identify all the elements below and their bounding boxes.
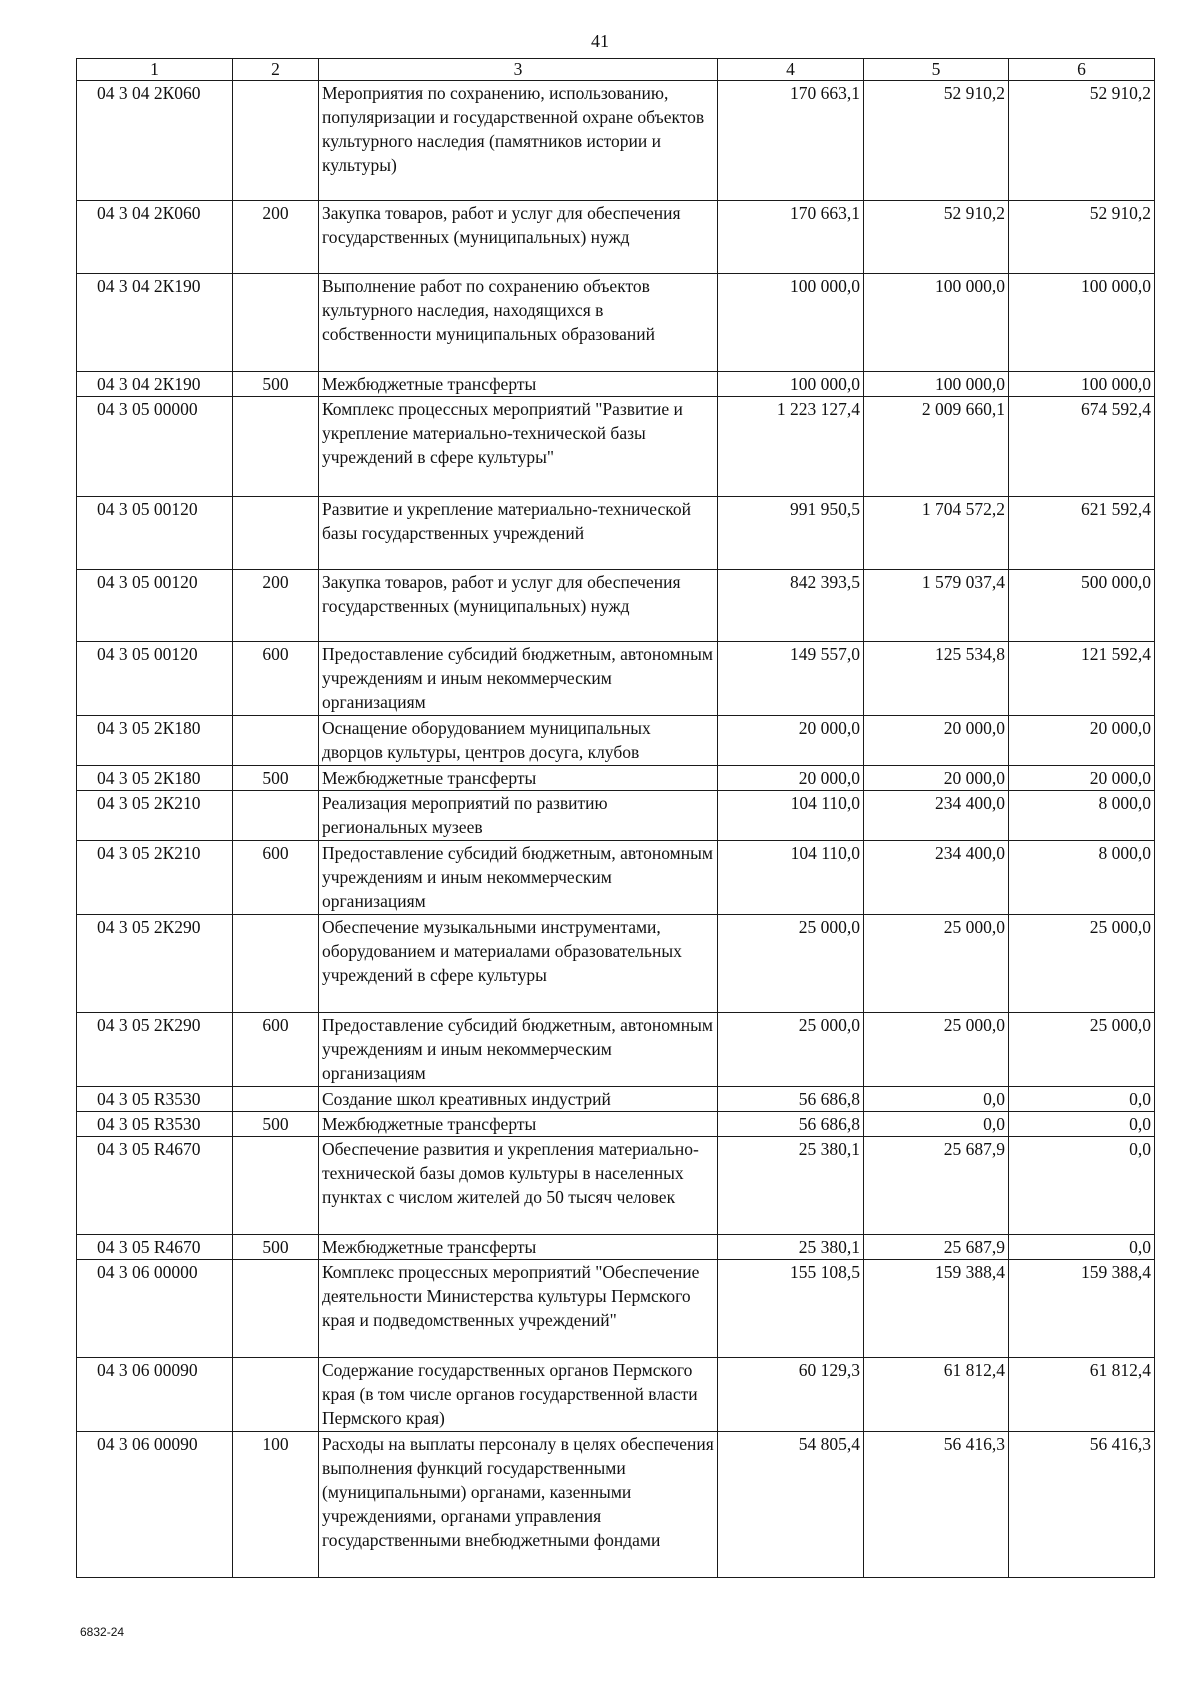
amount-cell: 149 557,0 xyxy=(718,642,864,716)
amount-cell: 100 000,0 xyxy=(864,372,1009,397)
table-row xyxy=(77,372,1155,397)
expense-type-cell xyxy=(233,1137,319,1235)
amount-cell: 621 592,4 xyxy=(1009,497,1155,570)
amount-cell: 54 805,4 xyxy=(718,1432,864,1578)
amount-cell: 8 000,0 xyxy=(1009,841,1155,915)
description-cell: Закупка товаров, работ и услуг для обеспечения государственных (муниципальных) нужд xyxy=(319,201,718,274)
amount-cell: 100 000,0 xyxy=(864,274,1009,372)
expense-type-cell: 500 xyxy=(233,1112,319,1137)
description-cell: Обеспечение музыкальными инструментами, оборудованием и материалами образовательных учреждений в сфере культуры xyxy=(319,915,718,1013)
amount-cell: 0,0 xyxy=(864,1112,1009,1137)
amount-cell: 100 000,0 xyxy=(1009,274,1155,372)
amount-cell: 0,0 xyxy=(1009,1112,1155,1137)
amount-cell: 20 000,0 xyxy=(864,716,1009,766)
table-row xyxy=(77,1235,1155,1260)
amount-cell: 25 000,0 xyxy=(864,915,1009,1013)
amount-cell: 155 108,5 xyxy=(718,1260,864,1358)
amount-cell: 100 000,0 xyxy=(718,372,864,397)
amount-cell: 20 000,0 xyxy=(718,716,864,766)
code-cell: 04 3 05 R4670 xyxy=(77,1235,233,1260)
amount-cell: 25 687,9 xyxy=(864,1137,1009,1235)
amount-cell: 25 000,0 xyxy=(718,915,864,1013)
expense-type-cell xyxy=(233,716,319,766)
description-cell: Межбюджетные трансферты xyxy=(319,1112,718,1137)
description-cell: Комплекс процессных мероприятий "Обеспечение деятельности Министерства культуры Пермского края и подведомственных учреждений" xyxy=(319,1260,718,1358)
expense-type-cell: 500 xyxy=(233,766,319,791)
expense-type-cell: 600 xyxy=(233,841,319,915)
amount-cell: 991 950,5 xyxy=(718,497,864,570)
expense-type-cell: 500 xyxy=(233,372,319,397)
table-row xyxy=(77,915,1155,1013)
description-cell: Предоставление субсидий бюджетным, автономным учреждениям и иным некоммерческим организациям xyxy=(319,642,718,716)
description-cell: Комплекс процессных мероприятий "Развитие и укрепление материально-технической базы учреждений в сфере культуры" xyxy=(319,397,718,497)
table-row xyxy=(77,1013,1155,1087)
expense-type-cell xyxy=(233,497,319,570)
expense-type-cell xyxy=(233,1087,319,1112)
code-cell: 04 3 06 00090 xyxy=(77,1358,233,1432)
expense-type-cell xyxy=(233,397,319,497)
amount-cell: 170 663,1 xyxy=(718,201,864,274)
code-cell: 04 3 04 2К060 xyxy=(77,201,233,274)
code-cell: 04 3 05 2К210 xyxy=(77,841,233,915)
amount-cell: 56 686,8 xyxy=(718,1087,864,1112)
description-cell: Предоставление субсидий бюджетным, автономным учреждениям и иным некоммерческим организациям xyxy=(319,841,718,915)
table-row xyxy=(77,766,1155,791)
expense-type-cell: 200 xyxy=(233,201,319,274)
amount-cell: 20 000,0 xyxy=(864,766,1009,791)
table-row xyxy=(77,791,1155,841)
table-row xyxy=(77,841,1155,915)
amount-cell: 842 393,5 xyxy=(718,570,864,642)
description-cell: Создание школ креативных индустрий xyxy=(319,1087,718,1112)
table-row xyxy=(77,1087,1155,1112)
amount-cell: 234 400,0 xyxy=(864,791,1009,841)
table-row xyxy=(77,201,1155,274)
code-cell: 04 3 05 00120 xyxy=(77,497,233,570)
amount-cell: 0,0 xyxy=(1009,1087,1155,1112)
document-code: 6832-24 xyxy=(80,1625,125,1639)
description-cell: Мероприятия по сохранению, использованию, популяризации и государственной охране объектов культурного наследия (памятников истории и культуры) xyxy=(319,81,718,201)
expense-type-cell xyxy=(233,81,319,201)
amount-cell: 0,0 xyxy=(864,1087,1009,1112)
table-row xyxy=(77,81,1155,201)
amount-cell: 52 910,2 xyxy=(864,201,1009,274)
amount-cell: 159 388,4 xyxy=(864,1260,1009,1358)
amount-cell: 61 812,4 xyxy=(864,1358,1009,1432)
amount-cell: 61 812,4 xyxy=(1009,1358,1155,1432)
amount-cell: 100 000,0 xyxy=(718,274,864,372)
amount-cell: 60 129,3 xyxy=(718,1358,864,1432)
code-cell: 04 3 05 2К210 xyxy=(77,791,233,841)
code-cell: 04 3 04 2К190 xyxy=(77,274,233,372)
description-cell: Закупка товаров, работ и услуг для обеспечения государственных (муниципальных) нужд xyxy=(319,570,718,642)
amount-cell: 234 400,0 xyxy=(864,841,1009,915)
table-row xyxy=(77,1260,1155,1358)
table-row xyxy=(77,570,1155,642)
amount-cell: 104 110,0 xyxy=(718,791,864,841)
code-cell: 04 3 05 00120 xyxy=(77,642,233,716)
description-cell: Содержание государственных органов Пермского края (в том числе органов государственной власти Пермского края) xyxy=(319,1358,718,1432)
code-cell: 04 3 04 2К060 xyxy=(77,81,233,201)
amount-cell: 121 592,4 xyxy=(1009,642,1155,716)
amount-cell: 25 000,0 xyxy=(1009,1013,1155,1087)
code-cell: 04 3 05 R3530 xyxy=(77,1087,233,1112)
expense-type-cell xyxy=(233,1260,319,1358)
amount-cell: 0,0 xyxy=(1009,1235,1155,1260)
table-row xyxy=(77,397,1155,497)
description-cell: Обеспечение развития и укрепления материально-технической базы домов культуры в населенных пунктах с числом жителей до 50 тысяч человек xyxy=(319,1137,718,1235)
amount-cell: 159 388,4 xyxy=(1009,1260,1155,1358)
description-cell: Межбюджетные трансферты xyxy=(319,1235,718,1260)
table-row xyxy=(77,497,1155,570)
code-cell: 04 3 05 00000 xyxy=(77,397,233,497)
column-header: 2 xyxy=(233,59,319,81)
budget-table xyxy=(76,58,1155,1578)
amount-cell: 25 000,0 xyxy=(718,1013,864,1087)
code-cell: 04 3 05 R4670 xyxy=(77,1137,233,1235)
amount-cell: 20 000,0 xyxy=(1009,716,1155,766)
description-cell: Расходы на выплаты персоналу в целях обеспечения выполнения функций государственными (муниципальными) органами, казенными учреждениями, органами управления государственными внебюджетными фондами xyxy=(319,1432,718,1578)
expense-type-cell xyxy=(233,274,319,372)
amount-cell: 56 416,3 xyxy=(1009,1432,1155,1578)
expense-type-cell: 200 xyxy=(233,570,319,642)
amount-cell: 20 000,0 xyxy=(1009,766,1155,791)
amount-cell: 52 910,2 xyxy=(1009,81,1155,201)
code-cell: 04 3 05 00120 xyxy=(77,570,233,642)
table-row xyxy=(77,274,1155,372)
amount-cell: 104 110,0 xyxy=(718,841,864,915)
page-number: 41 xyxy=(591,31,609,51)
description-cell: Выполнение работ по сохранению объектов культурного наследия, находящихся в собственности муниципальных образований xyxy=(319,274,718,372)
amount-cell: 1 579 037,4 xyxy=(864,570,1009,642)
amount-cell: 1 223 127,4 xyxy=(718,397,864,497)
expense-type-cell: 600 xyxy=(233,1013,319,1087)
column-header: 5 xyxy=(864,59,1009,81)
amount-cell: 52 910,2 xyxy=(1009,201,1155,274)
expense-type-cell xyxy=(233,1358,319,1432)
table-row xyxy=(77,716,1155,766)
amount-cell: 0,0 xyxy=(1009,1137,1155,1235)
description-cell: Межбюджетные трансферты xyxy=(319,766,718,791)
amount-cell: 500 000,0 xyxy=(1009,570,1155,642)
amount-cell: 56 686,8 xyxy=(718,1112,864,1137)
amount-cell: 56 416,3 xyxy=(864,1432,1009,1578)
code-cell: 04 3 04 2К190 xyxy=(77,372,233,397)
code-cell: 04 3 05 2К290 xyxy=(77,915,233,1013)
amount-cell: 25 000,0 xyxy=(864,1013,1009,1087)
code-cell: 04 3 06 00000 xyxy=(77,1260,233,1358)
table-row xyxy=(77,1358,1155,1432)
description-cell: Оснащение оборудованием муниципальных дворцов культуры, центров досуга, клубов xyxy=(319,716,718,766)
amount-cell: 1 704 572,2 xyxy=(864,497,1009,570)
amount-cell: 125 534,8 xyxy=(864,642,1009,716)
amount-cell: 2 009 660,1 xyxy=(864,397,1009,497)
description-cell: Межбюджетные трансферты xyxy=(319,372,718,397)
amount-cell: 8 000,0 xyxy=(1009,791,1155,841)
expense-type-cell xyxy=(233,791,319,841)
column-header: 4 xyxy=(718,59,864,81)
description-cell: Предоставление субсидий бюджетным, автономным учреждениям и иным некоммерческим организациям xyxy=(319,1013,718,1087)
amount-cell: 25 380,1 xyxy=(718,1137,864,1235)
code-cell: 04 3 05 2К180 xyxy=(77,766,233,791)
code-cell: 04 3 06 00090 xyxy=(77,1432,233,1578)
amount-cell: 170 663,1 xyxy=(718,81,864,201)
amount-cell: 674 592,4 xyxy=(1009,397,1155,497)
table-row xyxy=(77,1432,1155,1578)
amount-cell: 20 000,0 xyxy=(718,766,864,791)
amount-cell: 52 910,2 xyxy=(864,81,1009,201)
table-row xyxy=(77,1137,1155,1235)
amount-cell: 100 000,0 xyxy=(1009,372,1155,397)
description-cell: Развитие и укрепление материально-технической базы государственных учреждений xyxy=(319,497,718,570)
description-cell: Реализация мероприятий по развитию региональных музеев xyxy=(319,791,718,841)
column-header: 6 xyxy=(1009,59,1155,81)
table-row xyxy=(77,642,1155,716)
expense-type-cell: 100 xyxy=(233,1432,319,1578)
table-row xyxy=(77,1112,1155,1137)
code-cell: 04 3 05 2К290 xyxy=(77,1013,233,1087)
code-cell: 04 3 05 2К180 xyxy=(77,716,233,766)
expense-type-cell xyxy=(233,915,319,1013)
amount-cell: 25 380,1 xyxy=(718,1235,864,1260)
amount-cell: 25 687,9 xyxy=(864,1235,1009,1260)
code-cell: 04 3 05 R3530 xyxy=(77,1112,233,1137)
column-header: 1 xyxy=(77,59,233,81)
expense-type-cell: 500 xyxy=(233,1235,319,1260)
column-header: 3 xyxy=(319,59,718,81)
amount-cell: 25 000,0 xyxy=(1009,915,1155,1013)
expense-type-cell: 600 xyxy=(233,642,319,716)
table-header-row xyxy=(77,59,1155,81)
